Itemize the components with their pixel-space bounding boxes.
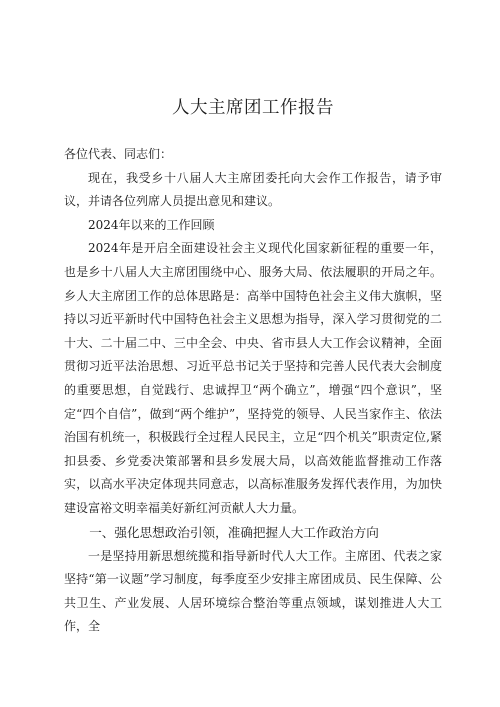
salutation: 各位代表、同志们：	[64, 147, 173, 161]
review-paragraph: 2024年是开启全面建设社会主义现代化国家新征程的重要一年，也是乡十八届人大主席团围绕中心、服务大局、依法履职的开局之年。乡人大主席团工作的总体思路是：高举中国特色社会主义伟大旗帜，坚持以习近平新时代中国特色社会主义思想为指导，深入学习贯彻党的二十大、二十届二中、三中全会、中央、省市县人大工作会议精神，全面贯彻习近平法治思想、习近平总书记关于坚持和完善人民代表大会制度的重要思想，自觉践行、忠诚捍卫“两个确立”，增强“四个意识”，坚定“四个自信”，做到“两个维护”，坚持党的领导、人民当家作主、依法治国有机统一，积极践行全过程人民民主，立足“四个机关”职责定位,紧扣县委、乡党委决策部署和县乡发展大局，以高效能监督推动工作落实，以高水平决定体现共同意志，以高标准服务发挥代表作用，为加快建设富裕文明幸福美好新红河贡献人大力量。	[64, 241, 442, 515]
document-title: 人大主席团工作报告	[172, 98, 334, 118]
section-one-paragraph: 一是坚持用新思想统揽和指导新时代人大工作。主席团、代表之家坚持“第一议题”学习制度，每季度至少安排主席团成员、民生保障、公共卫生、产业发展、人居环境综合整治等重点领域，谋划推进人大工作，全	[64, 548, 442, 634]
section-one-heading: 一、强化思想政治引领，准确把握人大工作政治方向	[89, 524, 379, 540]
review-heading: 2024年以来的工作回顾	[88, 217, 215, 232]
intro-paragraph: 现在，我受乡十八届人大主席团委托向大会作工作报告，请予审议，并请各位列席人员提出意见和建议。	[64, 170, 442, 209]
